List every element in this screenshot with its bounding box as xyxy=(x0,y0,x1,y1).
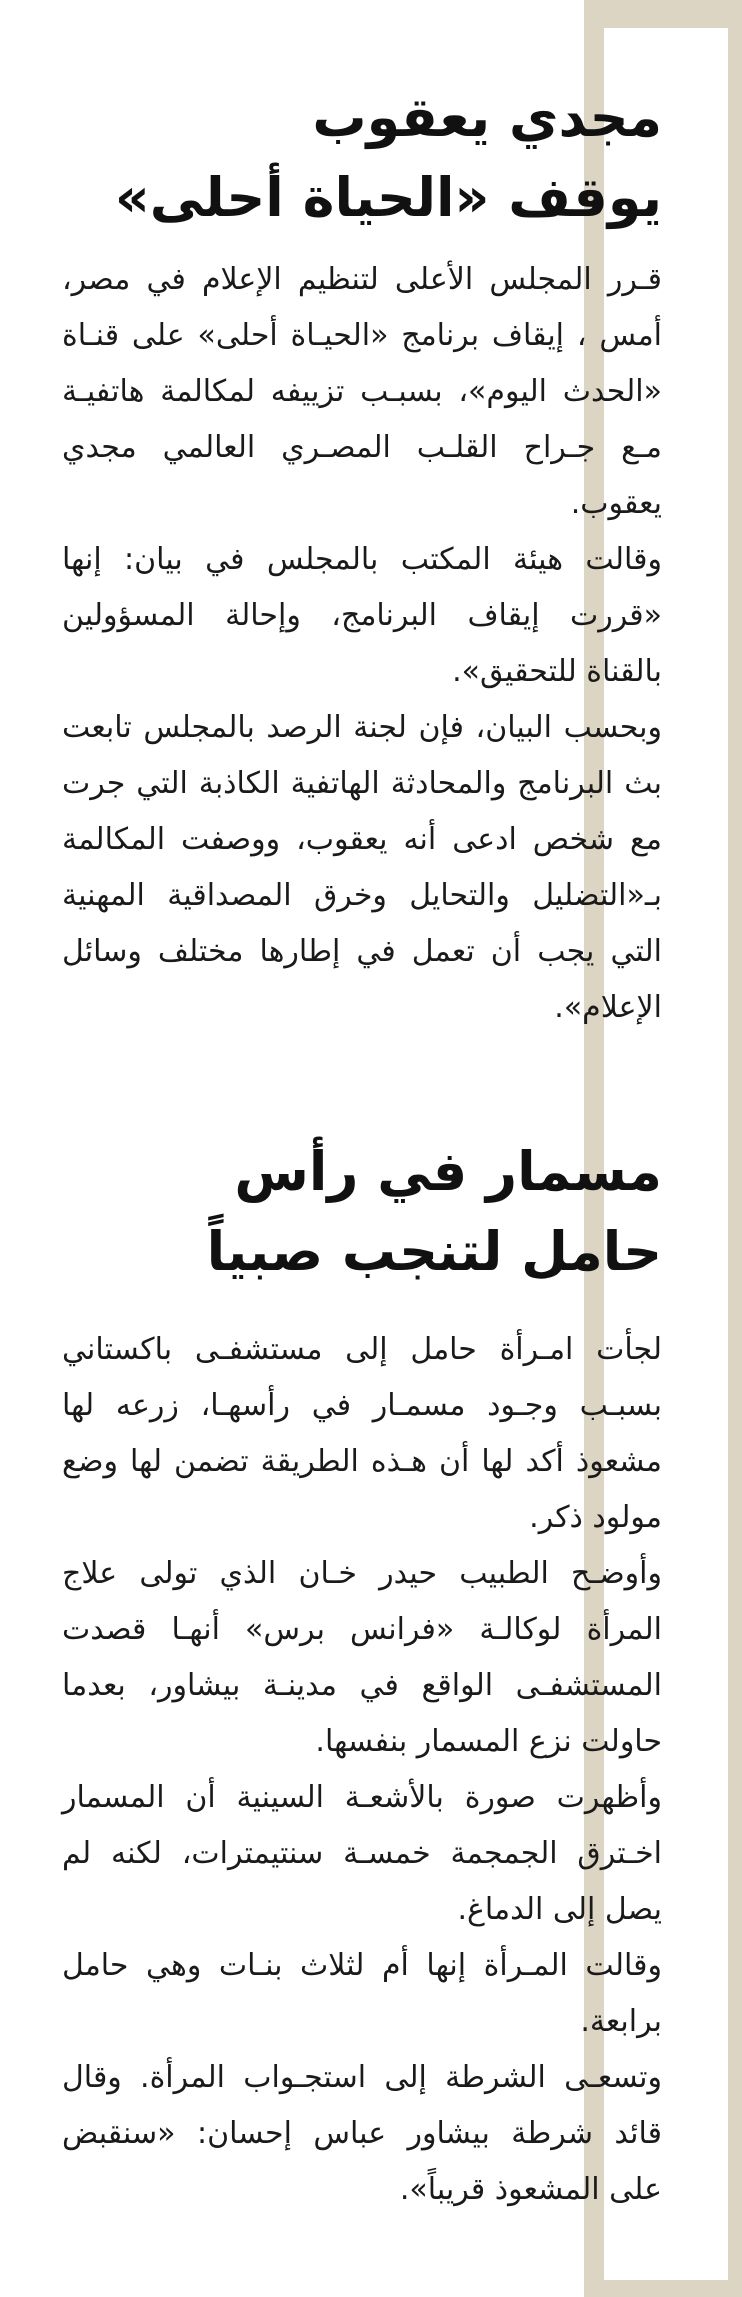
article-paragraph: وقالت المـرأة إنها أم لثلاث بنـات وهي حامل برابعة. xyxy=(62,1948,662,2039)
headline-line: مسمار في رأس xyxy=(234,1140,662,1203)
article-headline xyxy=(62,78,662,238)
article-paragraph: قـرر المجلس الأعلى لتنظيم الإعلام في مصر، أمس ، إيقاف برنامج «الحيـاة أحلى» على قنـاة «الحدث اليوم»، بسبـب تزييفه لمكالمة هاتفيـة مـع جـراح القلـب المصـري العالمي مجدي يعقوب. xyxy=(62,262,662,521)
headline-line: حامل لتنجب صبياً xyxy=(206,1220,662,1283)
article-paragraph: وبحسب البيان، فإن لجنة الرصد بالمجلس تابعت بث البرنامج والمحادثة الهاتفية الكاذبة التي جرت مع شخص ادعى أنه يعقوب، ووصفت المكالمة بـ«التضليل والتحايل وخرق المصداقية المهنية التي يجب أن تعمل في إطارها مختلف وسائل الإعلام». xyxy=(62,710,662,1025)
headline-line: يوقف «الحياة أحلى» xyxy=(114,166,662,229)
article-paragraph: وأوضـح الطبيب حيدر خـان الذي تولى علاج المرأة لوكالـة «فرانس برس» أنهـا قصدت المستشفـى الواقع في مدينـة بيشاور، بعدما حاولت نزع المسمار بنفسها. xyxy=(62,1556,662,1759)
article-body xyxy=(62,252,662,1036)
article-nail-in-head xyxy=(62,1132,662,2218)
article-magdi-yacoub xyxy=(62,78,662,1036)
article-body xyxy=(62,1322,662,2218)
article-paragraph: وقالت هيئة المكتب بالمجلس في بيان: إنها «قررت إيقاف البرنامج، وإحالة المسؤولين بالقناة للتحقيق». xyxy=(62,542,662,689)
headline-line: مجدي يعقوب xyxy=(312,86,662,149)
article-paragraph: لجأت امـرأة حامل إلى مستشفـى باكستاني بسبـب وجـود مسمـار في رأسهـا، زرعه لها مشعوذ أكد لها أن هـذه الطريقة تضمن لها وضع مولود ذكر. xyxy=(62,1332,662,1535)
article-paragraph: وتسعـى الشرطة إلى استجـواب المرأة. وقال قائد شرطة بيشاور عباس إحسان: «سنقبض على المشعوذ قريباً». xyxy=(62,2060,662,2207)
article-paragraph: وأظهرت صورة بالأشعـة السينية أن المسمار اخـترق الجمجمة خمسـة سنتيمترات، لكنه لم يصل إلى الدماغ. xyxy=(62,1780,662,1927)
news-column xyxy=(62,78,662,2218)
article-headline xyxy=(62,1132,662,1292)
